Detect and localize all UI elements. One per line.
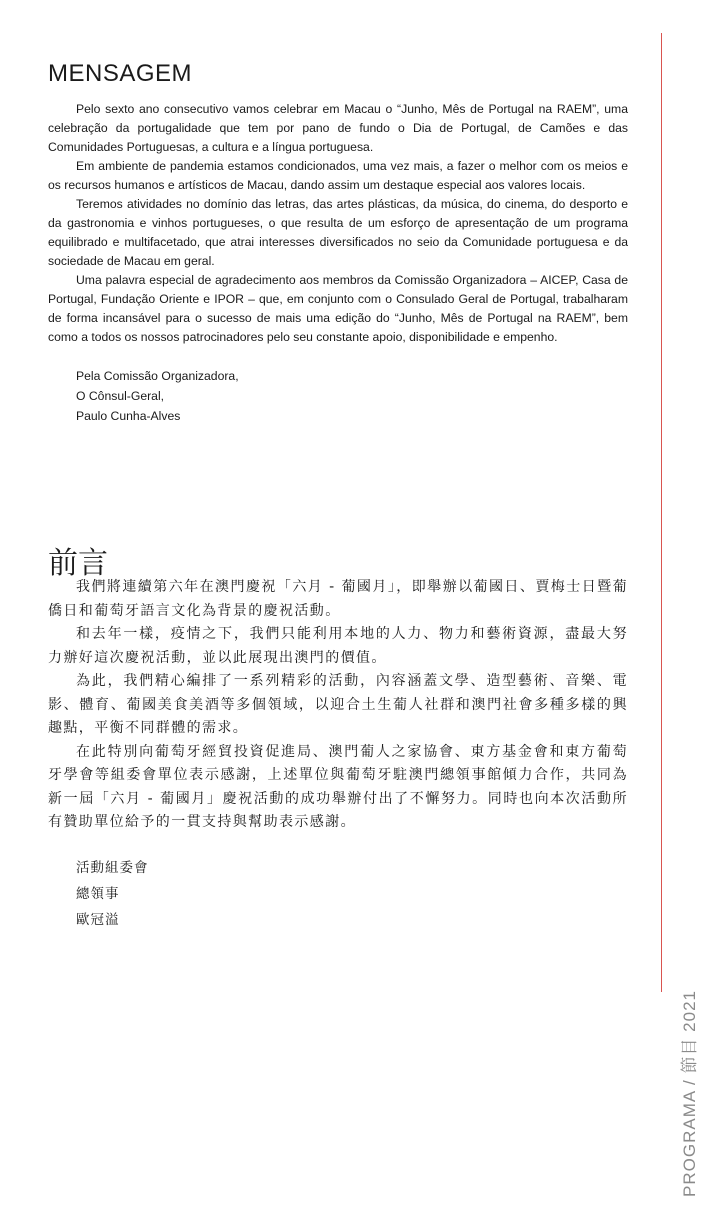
chinese-message <box>48 576 628 933</box>
portuguese-paragraph: Pelo sexto ano consecutivo vamos celebrar em Macau o “Junho, Mês de Portugal na RAEM”, uma celebração da portugalidade que tem por pano de fundo o Dia de Portugal, de Camões e das Comunidades Portuguesas, a cultura e a língua portuguesa. <box>48 102 628 154</box>
portuguese-signature <box>48 366 628 426</box>
portuguese-title: MENSAGEM <box>48 60 193 87</box>
chinese-paragraph: 和去年一樣，疫情之下，我們只能利用本地的人力、物力和藝術資源，盡最大努力辦好這次慶祝活動，並以此展現出澳門的價值。 <box>48 626 628 666</box>
signature-line: Pela Comissão Organizadora, <box>76 369 239 383</box>
chinese-signature <box>48 855 628 933</box>
sidebar-rule <box>661 33 662 992</box>
chinese-paragraph: 我們將連續第六年在澳門慶祝「六月 - 葡國月」，即舉辦以葡國日、賈梅士日暨葡僑日和葡萄牙語言文化為背景的慶祝活動。 <box>48 579 628 619</box>
chinese-title: 前言 <box>48 546 108 581</box>
chinese-paragraph: 在此特別向葡萄牙經貿投資促進局、澳門葡人之家協會、東方基金會和東方葡萄牙學會等組委會單位表示感謝，上述單位與葡萄牙駐澳門總領事館傾力合作，共同為新一屆「六月 - 葡國月」慶祝活動的成功舉辦付出了不懈努力。同時也向本次活動所有贊助單位給予的一貫支持與幫助表示感謝。 <box>48 743 628 830</box>
chinese-paragraph: 為此，我們精心編排了一系列精彩的活動，內容涵蓋文學、造型藝術、音樂、電影、體育、葡國美食美酒等多個領域，以迎合土生葡人社群和澳門社會多種多樣的興趣點，平衡不同群體的需求。 <box>48 673 628 736</box>
content-column <box>48 60 628 928</box>
signature-line: 總領事 <box>76 885 120 902</box>
portuguese-paragraph: Teremos atividades no domínio das letras, das artes plásticas, da música, do cinema, do desporto e da gastronomia e vinhos portugueses, o que resulta de um esforço de apresentação de um programa equilibrado e multifacetado, que atrai interesses diversificados no seio da Comunidade portuguesa e da sociedade de Macau em geral. <box>48 197 628 268</box>
signature-line: Paulo Cunha-Alves <box>76 409 181 423</box>
signature-line: 活動組委會 <box>76 859 149 876</box>
portuguese-paragraph: Uma palavra especial de agradecimento aos membros da Comissão Organizadora – AICEP, Casa de Portugal, Fundação Oriente e IPOR – que, em conjunto com o Consulado Geral de Portugal, trabalharam de forma incansável para o sucesso de mais uma edição do “Junho, Mês de Portugal na RAEM”, bem como a todos os nossos patrocinadores pelo seu constante apoio, disponibilidade e empenho. <box>48 273 628 344</box>
portuguese-paragraph: Em ambiente de pandemia estamos condicionados, uma vez mais, a fazer o melhor com os meios e os recursos humanos e artísticos de Macau, dando assim um destaque especial aos valores locais. <box>48 159 628 192</box>
signature-line: 歐冠溢 <box>76 911 120 928</box>
program-label: PROGRAMA / 節目 2021 <box>680 990 699 1197</box>
portuguese-message <box>48 100 628 347</box>
sidebar-label <box>678 990 700 1220</box>
signature-line: O Cônsul-Geral, <box>76 389 165 403</box>
